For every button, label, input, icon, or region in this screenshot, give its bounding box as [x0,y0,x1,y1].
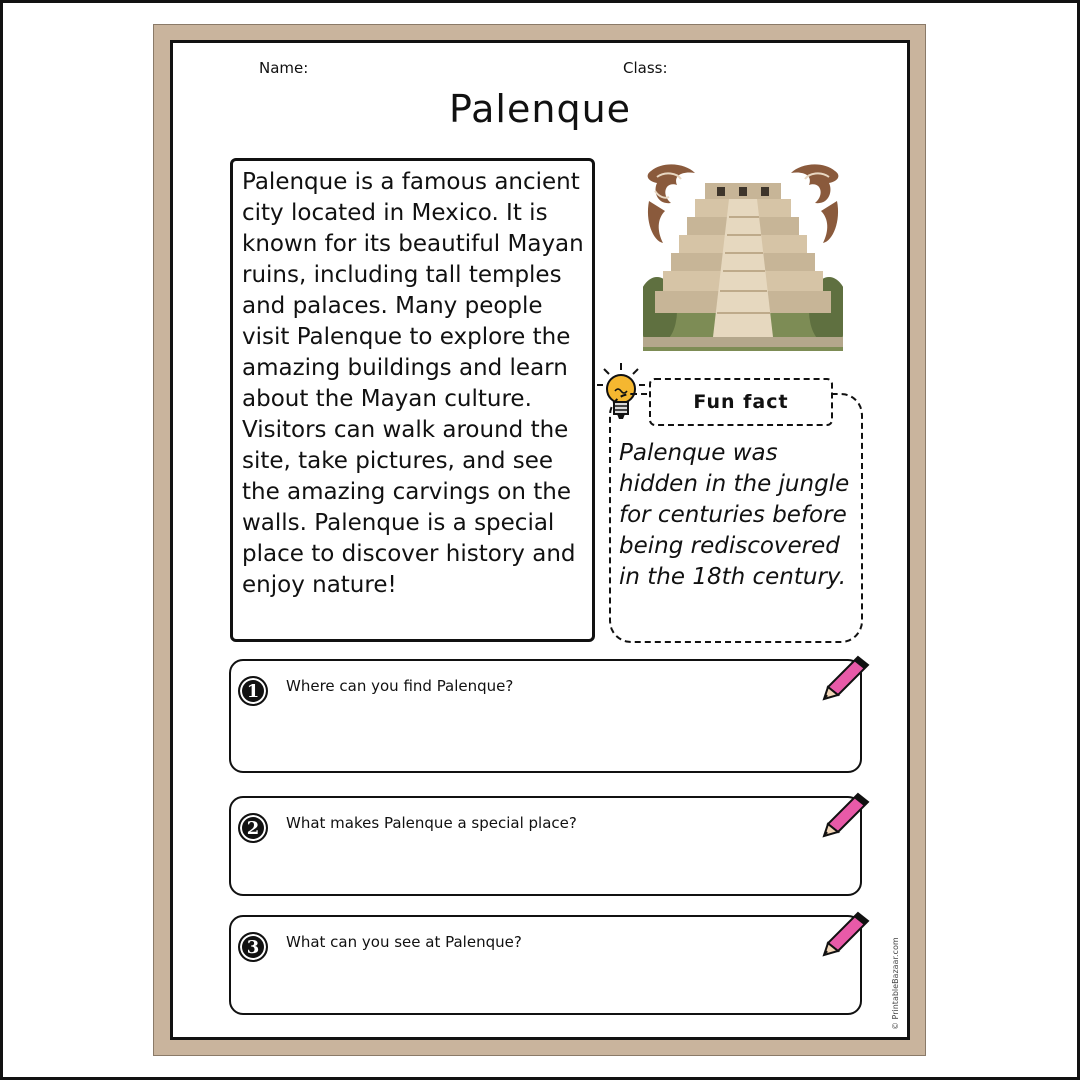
question-text: What can you see at Palenque? [286,933,522,951]
question-text: Where can you find Palenque? [286,677,514,695]
name-label: Name: [259,59,309,77]
question-number-badge: 1 [238,676,268,706]
pencil-icon [818,909,872,957]
worksheet [170,40,910,1040]
question-box-1[interactable] [229,659,862,773]
pencil-icon [818,790,872,838]
question-text: What makes Palenque a special place? [286,814,577,832]
copyright-text: © PrintableBazaar.com [891,937,900,1030]
class-label: Class: [623,59,668,77]
reading-passage: Palenque is a famous ancient city located in Mexico. It is known for its beautiful Mayan ruins, including tall temples and palaces. Many people visit Palenque to explore the amazing buildings and learn about the Mayan culture. Visitors can walk around the site, take pictures, and see the amazing carvings on the walls. Palenque is a special place to discover history and enjoy nature! [230,158,595,642]
pencil-icon [818,653,872,701]
pyramid-illustration [643,161,843,356]
question-number-badge: 3 [238,932,268,962]
question-box-3[interactable] [229,915,862,1015]
fun-fact-text: Palenque was hidden in the jungle for centuries before being rediscovered in the 18th century. [619,440,850,590]
page-title: Palenque [448,87,632,131]
question-box-2[interactable] [229,796,862,896]
question-number-badge: 2 [238,813,268,843]
fun-fact-label: Fun fact [649,378,833,426]
